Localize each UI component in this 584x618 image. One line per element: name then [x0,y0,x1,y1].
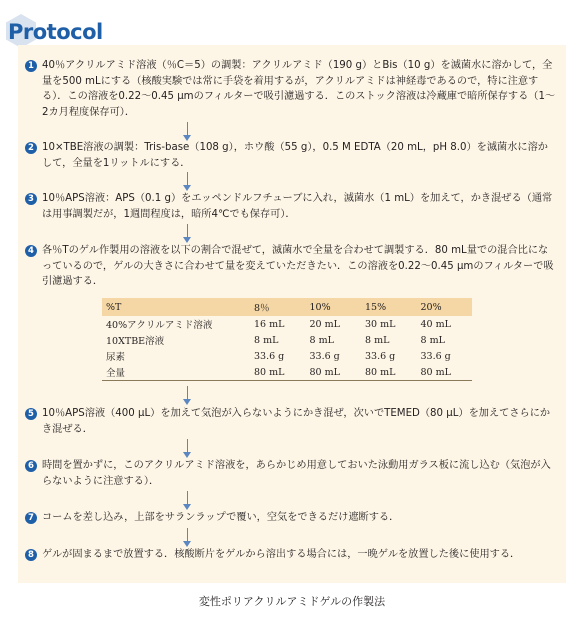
step-number-badge: 7 [25,512,37,524]
table-cell: 8 mL [365,334,390,346]
arrow-down-icon [187,224,188,238]
table-cell: 33.6 g [420,350,451,362]
step-3 [28,191,558,222]
step-2 [28,140,558,171]
step-text: コームを差し込み，上部をサランラップで覆い，空気をできるだけ遮断する． [42,512,400,523]
step-number-badge: 3 [25,193,37,205]
mix-ratio-table [102,298,472,381]
step-6 [28,458,558,489]
table-header: 15% [361,298,417,316]
table-header: 8％ [250,298,306,316]
table-cell: 8 mL [420,334,445,346]
table-row [102,316,472,332]
step-1 [28,58,558,120]
step-text: 40％アクリルアミド溶液（％C＝5）の調製：アクリルアミド（190 g）とBis（10 g）を滅菌水に溶かして，全量を500 mLにする（核酸実験では常に手袋を着用するが，アクリルアミドは神経毒であるので，特に注意する）．この溶液を0.22～0.45 μmのフィルターで吸引濾過する．このストック溶液は冷蔵庫で暗所保存する（1～2カ月程度保存可）． [42,60,556,118]
table-cell: 40 mL [420,318,451,330]
table-cell: 16 mL [254,318,285,330]
table-row [102,332,472,348]
step-text: 10％APS溶液：APS（0.1 g）をエッペンドルフチューブに入れ，滅菌水（1 mL）を加えて，かき混ぜる（通常は用事調製だが，1週間程度は，暗所4℃でも保存可）． [42,193,553,220]
figure-caption: 変性ポリアクリルアミドゲルの作製法 [198,595,386,608]
arrow-down-icon [187,172,188,186]
table-cell: 80 mL [361,364,417,381]
table-cell: 10XTBE溶液 [106,336,165,347]
table-cell: 尿素 [106,352,126,363]
arrow-down-icon [187,528,188,542]
table-row [102,364,472,381]
step-number-badge: 5 [25,408,37,420]
table-cell: 33.6 g [309,350,340,362]
table-cell: 全量 [102,364,250,381]
table-cell: 8 mL [254,334,279,346]
step-text: 各％Tのゲル作製用の溶液を以下の割合で混ぜて，滅菌水で全量を合わせて調製する．80 mL量での混合比になっているので，ゲルの大きさに合わせて量を変えていただきたい．この溶液を0.22～0.45 μmのフィルターで吸引濾過する． [42,245,554,288]
arrow-down-icon [187,386,188,400]
table-header-row [102,298,472,316]
step-text: ゲルが固まるまで放置する．核酸断片をゲルから溶出する場合には，一晩ゲルを放置した後に使用する． [42,549,521,560]
table-header: %T [102,298,250,316]
arrow-down-icon [187,491,188,505]
step-text: 10％APS溶液（400 μL）を加えて気泡が入らないようにかき混ぜ，次いでTEMED（80 μL）を加えてさらにかき混ぜる． [42,408,551,435]
table-header: 10% [306,298,362,316]
arrow-down-icon [187,439,188,453]
step-text: 10×TBE溶液の調製：Tris-base（108 g），ホウ酸（55 g），0.5 M EDTA（20 mL，pH 8.0）を滅菌水に溶かして，全量を1リットルにする． [42,142,548,169]
table-row [102,348,472,364]
table-cell: 80 mL [250,364,306,381]
table-cell: 80 mL [417,364,473,381]
table-cell: 20 mL [309,318,340,330]
table-header: 20% [417,298,473,316]
logo-text: Protocol [8,20,103,44]
arrow-down-icon [187,122,188,136]
step-number-badge: 2 [25,142,37,154]
step-number-badge: 6 [25,460,37,472]
step-5 [28,406,558,437]
table-cell: 33.6 g [365,350,396,362]
table-cell: 40%アクリルアミド溶液 [106,320,213,331]
table-cell: 8 mL [309,334,334,346]
step-8 [28,547,558,563]
table-cell: 30 mL [365,318,396,330]
step-text: 時間を置かずに，このアクリルアミド溶液を，あらかじめ用意しておいた泳動用ガラス板に流し込む（気泡が入らないように注意する）． [42,460,551,487]
step-number-badge: 8 [25,549,37,561]
step-4 [28,243,558,290]
table-cell: 33.6 g [254,350,285,362]
step-number-badge: 1 [25,60,37,72]
step-number-badge: 4 [25,245,37,257]
table-cell: 80 mL [306,364,362,381]
step-7 [28,510,558,526]
